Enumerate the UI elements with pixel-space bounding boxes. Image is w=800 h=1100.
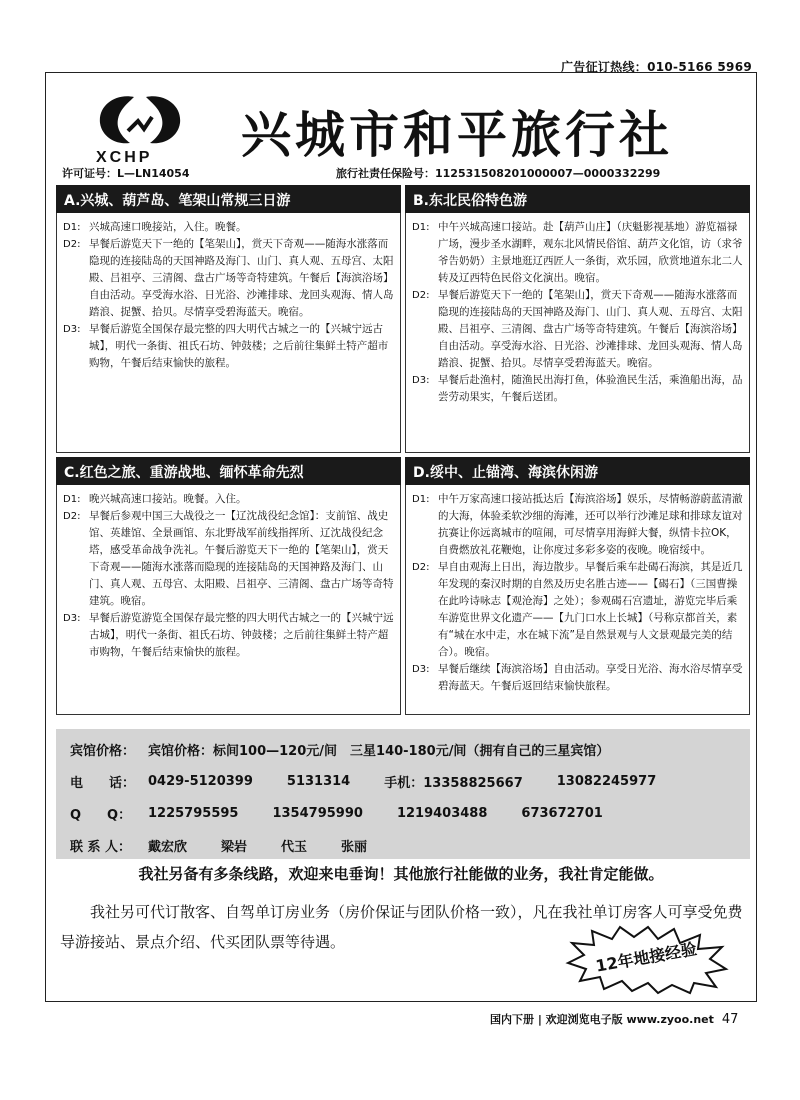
contact-person: 梁岩 bbox=[221, 839, 248, 855]
agency-logo-icon bbox=[94, 91, 186, 149]
contact-person: 代玉 bbox=[281, 839, 308, 855]
day-label: D1: bbox=[63, 494, 81, 505]
day-text: 早餐后继续【海滨浴场】自由活动。享受日光浴、海水浴尽情享受碧海蓝天。午餐后返回结束愉快旅程。 bbox=[438, 663, 743, 692]
tour-section-a bbox=[56, 185, 401, 453]
day-label: D1: bbox=[412, 222, 430, 233]
tour-section-b-body bbox=[405, 213, 750, 453]
day-text: 早餐后游览天下一绝的【笔架山】，赏天下奇观——随海水涨落而隐现的连接陆岛的天国神路及海门、山门、真人观、五母宫、太阳殿、吕祖亭、三清阁、盘古广场等奇特建筑。午餐后【海滨浴场】自由活动。享受海水浴、日光浴、沙滩排球、龙回头观海、情人岛踏浪、捉蟹、拾贝。尽情享受碧海蓝天。晚宿。 bbox=[438, 289, 743, 369]
day-text: 早餐后参观中国三大战役之一【辽沈战役纪念馆】：支前馆、战史馆、英雄馆、全景画馆、东北野战军前线指挥所、辽沈战役纪念塔，感受革命战争洗礼。午餐后游览天下一绝的【笔架山】，赏天下奇观——随海水涨落而隐现的连接陆岛的天国神路及海门、山门、真人观、五母宫、太阳殿、吕祖亭、三清阁、盘古广场等奇特建筑。晚宿。 bbox=[89, 510, 394, 607]
day-label: D3: bbox=[63, 324, 81, 335]
itinerary-day bbox=[63, 610, 394, 661]
page-number: 47 bbox=[721, 1012, 739, 1027]
phone-label: 电 话： bbox=[70, 775, 136, 791]
phone-number: 手机：13358825667 bbox=[384, 775, 523, 791]
agency-logo-text: XCHP bbox=[96, 149, 153, 166]
day-text: 早餐后游览天下一绝的【笔架山】，赏天下奇观——随海水涨落而隐现的连接陆岛的天国神路及海门、山门、真人观、五母宫、太阳殿、吕祖亭、三清阁、盘古广场等奇特建筑。午餐后【海滨浴场】自由活动。享受海水浴、日光浴、沙滩排球、龙回头观海、情人岛踏浪、捉蟹、拾贝。尽情享受碧海蓝天。晚宿。 bbox=[89, 238, 394, 318]
ad-frame bbox=[45, 72, 757, 1002]
day-label: D2: bbox=[63, 511, 81, 522]
tour-section-d-body bbox=[405, 485, 750, 715]
day-text: 兴城高速口晚接站，入住。晚餐。 bbox=[89, 221, 247, 233]
qq-row bbox=[70, 797, 736, 829]
itinerary-day bbox=[63, 236, 394, 321]
slogan-main: 我社另备有多条线路，欢迎来电垂询！其他旅行社能做的业务，我社肯定能做。 bbox=[138, 865, 664, 883]
qq-number: 1225795595 bbox=[148, 805, 239, 821]
itinerary-day bbox=[412, 287, 743, 372]
tour-section-b bbox=[405, 185, 750, 453]
itinerary-day bbox=[63, 508, 394, 610]
day-text: 晚兴城高速口接站。晚餐。入住。 bbox=[89, 493, 247, 505]
tour-section-a-body bbox=[56, 213, 401, 453]
tour-section-c-body bbox=[56, 485, 401, 715]
itinerary-day bbox=[63, 321, 394, 372]
hotel-price-row bbox=[70, 733, 736, 765]
day-label: D2: bbox=[63, 239, 81, 250]
day-text: 中午兴城高速口接站。赴【葫芦山庄】（庆魁影视基地）游览福禄广场，漫步圣水湖畔，观东北风情民俗馆、葫芦文化馆，访（求爷爷告奶奶）主景地逛辽西匠人一条街，欢乐园，欣赏地道东北二人转及辽西特色民俗文化演出。晚宿。 bbox=[438, 221, 743, 284]
tour-section-c-title: C.红色之旅、重游战地、缅怀革命先烈 bbox=[56, 457, 401, 485]
contact-person: 戴宏欣 bbox=[148, 839, 188, 855]
ad-hotline: 广告征订热线：010-5166 5969 bbox=[560, 60, 752, 74]
itinerary-day bbox=[63, 219, 394, 236]
itinerary-day bbox=[412, 661, 743, 695]
tour-sections bbox=[56, 185, 750, 725]
itinerary-day bbox=[412, 559, 743, 661]
tour-section-b-title: B.东北民俗特色游 bbox=[405, 185, 750, 213]
tour-section-d-title: D.绥中、止锚湾、海滨休闲游 bbox=[405, 457, 750, 485]
itinerary-day bbox=[412, 372, 743, 406]
day-label: D3: bbox=[412, 664, 430, 675]
day-label: D2: bbox=[412, 562, 430, 573]
day-label: D3: bbox=[63, 613, 81, 624]
phone-number: 13082245977 bbox=[556, 773, 657, 789]
footer-text: 国内下册 | 欢迎浏览电子版 www.zyoo.net bbox=[490, 1013, 714, 1026]
experience-badge: 12年地接经验 bbox=[594, 939, 699, 976]
day-text: 早餐后游览游览全国保存最完整的四大明代古城之一的【兴城宁远古城】，明代一条街、祖氏石坊、钟鼓楼；之后前往集鲜土特产超市购物，午餐后结束愉快的旅程。 bbox=[89, 612, 394, 658]
slogan-secondary: 我社另可代订散客、自驾单订房业务（房价保证与团队价格一致），凡在我社单订房客人可享受免费导游接站、景点介绍、代买团队票等待遇。 bbox=[60, 903, 743, 951]
contact-info-panel bbox=[56, 729, 750, 859]
license-number: 许可证号：L—LN14054 bbox=[62, 167, 190, 180]
phone-row bbox=[70, 765, 736, 797]
tour-section-c bbox=[56, 457, 401, 715]
day-text: 早餐后游览全国保存最完整的四大明代古城之一的【兴城宁远古城】，明代一条街、祖氏石坊、钟鼓楼；之后前往集鲜土特产超市购物，午餐后结束愉快的旅程。 bbox=[89, 323, 389, 369]
qq-number: 1354795990 bbox=[272, 805, 363, 821]
qq-number: 1219403488 bbox=[396, 805, 488, 821]
qq-label: Q Q： bbox=[70, 807, 132, 823]
phone-number: 5131314 bbox=[286, 773, 351, 789]
day-label: D1: bbox=[412, 494, 430, 505]
day-label: D3: bbox=[412, 375, 430, 386]
day-text: 早自由观海上日出，海边散步。早餐后乘车赴碣石海滨，其是近几年发现的秦汉时期的自然及历史名胜古迹——【碣石】（三国曹操在此吟诗咏志【观沧海】之处）；参观碣石宫遗址，游览完毕后乘车游览世界文化遗产——【九门口水上长城】（号称京都首关，素有“城在水中走，水在城下流”是自然景观与人文景观最完美的结合）。晚宿。 bbox=[438, 561, 743, 658]
itinerary-day bbox=[63, 491, 394, 508]
day-label: D1: bbox=[63, 222, 81, 233]
hotel-price-value: 宾馆价格：标间100—120元/间 三星140-180元/间（拥有自己的三星宾馆） bbox=[148, 743, 610, 759]
itinerary-day bbox=[412, 219, 743, 287]
day-text: 中午万家高速口接站抵达后【海滨浴场】娱乐，尽情畅游蔚蓝清澈的大海，体验柔软沙细的海滩，还可以举行沙滩足球和排球友谊对抗赛让你远离城市的喧闹，可尽情享用海鲜大餐，纵情卡拉OK，自费燃放礼花鞭炮，让你度过多彩多姿的夜晚。晚宿绥中。 bbox=[438, 493, 743, 556]
agency-header bbox=[46, 73, 756, 181]
agency-title: 兴城市和平旅行社 bbox=[241, 105, 673, 164]
qq-number: 673672701 bbox=[521, 805, 603, 821]
tour-section-a-title: A.兴城、葫芦岛、笔架山常规三日游 bbox=[56, 185, 401, 213]
contact-label: 联 系 人： bbox=[70, 839, 132, 855]
contact-row bbox=[70, 829, 736, 861]
insurance-number: 旅行社责任保险号：112531508201000007—0000332299 bbox=[336, 167, 661, 180]
tour-section-d bbox=[405, 457, 750, 715]
page-footer bbox=[490, 1011, 738, 1027]
phone-number: 0429-5120399 bbox=[148, 773, 253, 789]
itinerary-day bbox=[412, 491, 743, 559]
contact-person: 张丽 bbox=[341, 839, 368, 855]
day-text: 早餐后赴渔村，随渔民出海打鱼，体验渔民生活，乘渔船出海，品尝劳动果实，午餐后送团。 bbox=[438, 374, 743, 403]
day-label: D2: bbox=[412, 290, 430, 301]
hotel-price-label: 宾馆价格： bbox=[70, 743, 136, 759]
